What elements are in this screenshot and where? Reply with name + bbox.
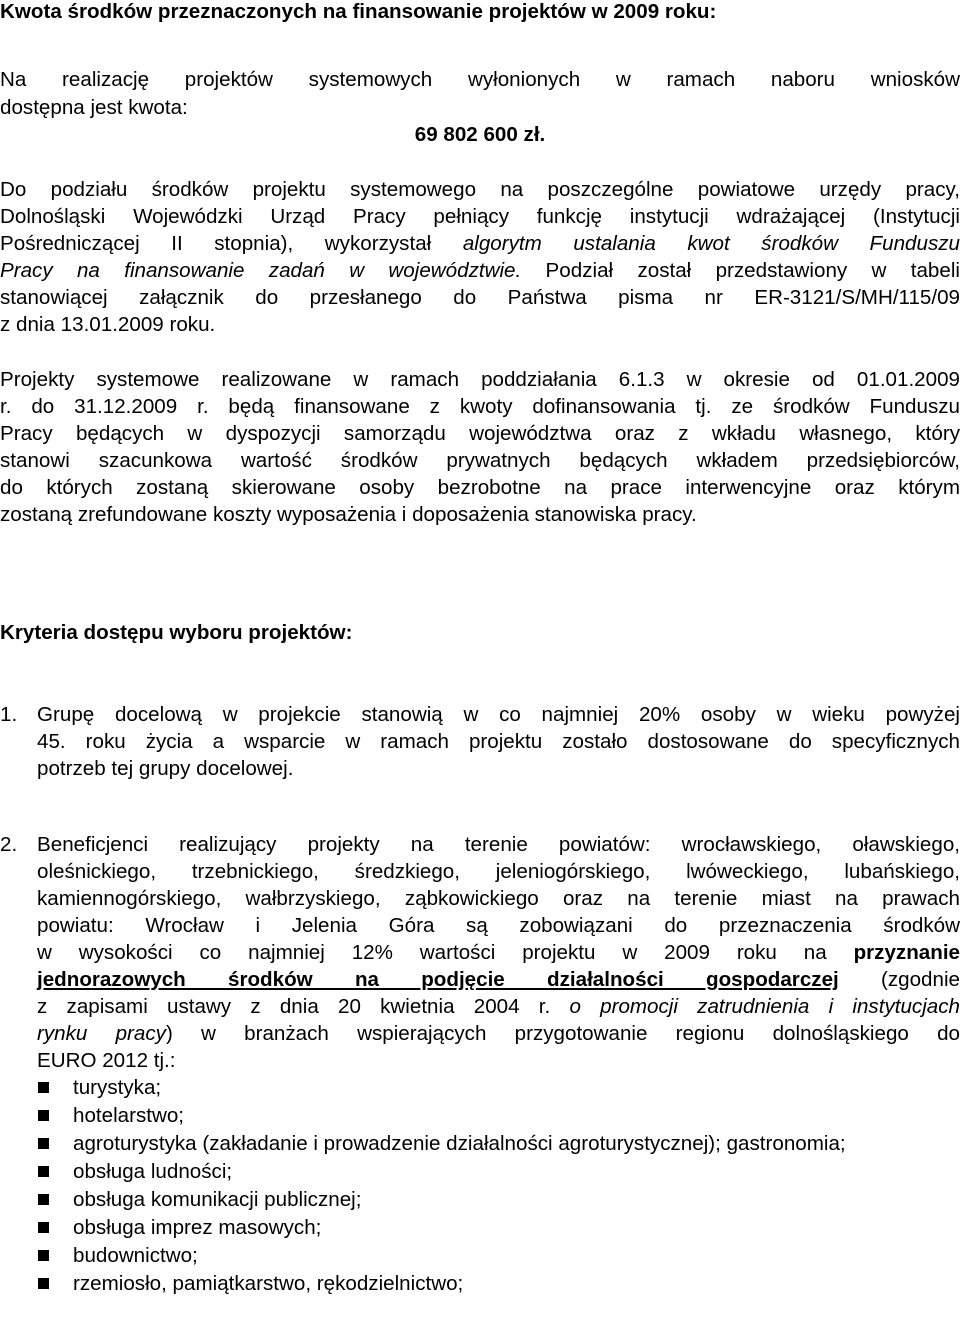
list-item: budownictwo;: [73, 1244, 198, 1267]
paragraph-line: Projekty systemowe realizowane w ramach poddziałania 6.1.3 w okresie od 01.01.2009: [0, 368, 960, 391]
section-heading: Kryteria dostępu wyboru projektów:: [0, 621, 353, 644]
intro-line: Na realizację projektów systemowych wyłonionych w ramach naboru wniosków: [0, 68, 960, 91]
italic-span: rynku pracy: [37, 1022, 166, 1045]
criterion-line: [37, 966, 960, 994]
text-span: Podział został przedstawiony w tabeli: [521, 259, 960, 282]
italic-span: o promocji zatrudnienia i instytucjach: [569, 995, 960, 1018]
page-title: Kwota środków przeznaczonych na finansowanie projektów w 2009 roku:: [0, 0, 717, 23]
italic-span: Pracy na finansowanie zadań w województwie.: [0, 259, 522, 282]
criterion-line: Grupę docelową w projekcie stanowią w co najmniej 20% osoby w wieku powyżej: [37, 703, 960, 726]
list-item: obsługa ludności;: [73, 1160, 233, 1183]
intro-line: dostępna jest kwota:: [0, 96, 188, 119]
text-span: Pośredniczącej II stopnia), wykorzystał: [0, 232, 463, 255]
text-span: (zgodnie: [838, 968, 960, 991]
text-span: ) w branżach wspierających przygotowanie regionu dolnośląskiego do: [165, 1022, 960, 1045]
paragraph-line: do których zostaną skierowane osoby bezrobotne na prace interwencyjne oraz którym: [0, 476, 960, 499]
bold-underlined-span: jednorazowych środków na podjęcie działalności gospodarczej: [37, 968, 839, 991]
paragraph-line: [0, 230, 960, 258]
list-number: 1.: [0, 703, 18, 726]
list-item: turystyka;: [73, 1076, 162, 1099]
text-span: w wysokości co najmniej 12% wartości projektu w 2009 roku na: [37, 941, 854, 964]
paragraph-line: z dnia 13.01.2009 roku.: [0, 313, 216, 336]
bullet-square-icon: [38, 1138, 49, 1149]
bullet-square-icon: [38, 1250, 49, 1261]
criterion-line: [37, 939, 960, 967]
criterion-line: powiatu: Wrocław i Jelenia Góra są zobowiązani do przeznaczenia środków: [37, 914, 960, 937]
paragraph-line: r. do 31.12.2009 r. będą finansowane z kwoty dofinansowania tj. ze środków Funduszu: [0, 395, 960, 418]
bullet-square-icon: [38, 1278, 49, 1289]
bullet-square-icon: [38, 1194, 49, 1205]
criterion-line: oleśnickiego, trzebnickiego, średzkiego, jeleniogórskiego, lwóweckiego, lubańskiego,: [37, 860, 960, 883]
list-item: obsługa imprez masowych;: [73, 1216, 322, 1239]
criterion-line: kamiennogórskiego, wałbrzyskiego, ząbkowickiego oraz na terenie miast na prawach: [37, 887, 960, 910]
italic-span: algorytm ustalania kwot środków Funduszu: [462, 232, 960, 255]
list-item: obsługa komunikacji publicznej;: [73, 1188, 362, 1211]
text-span: z zapisami ustawy z dnia 20 kwietnia 2004 r.: [37, 995, 570, 1018]
criterion-line: [37, 993, 960, 1021]
list-item: rzemiosło, pamiątkarstwo, rękodzielnictwo;: [73, 1272, 464, 1295]
criterion-line: EURO 2012 tj.:: [37, 1049, 176, 1072]
paragraph-line: Dolnośląski Wojewódzki Urząd Pracy pełniący funkcję instytucji wdrażającej (Instytucji: [0, 205, 960, 228]
criterion-line: 45. roku życia a wsparcie w ramach projektu zostało dostosowane do specyficznych: [37, 730, 960, 753]
paragraph-line: stanowiącej załącznik do przesłanego do Państwa pisma nr ER-3121/S/MH/115/09: [0, 286, 960, 309]
paragraph-line: Pracy będących w dyspozycji samorządu województwa oraz z wkładu własnego, który: [0, 422, 960, 445]
list-number: 2.: [0, 833, 18, 856]
bullet-square-icon: [38, 1110, 49, 1121]
paragraph-line: [0, 257, 960, 285]
list-item: hotelarstwo;: [73, 1104, 185, 1127]
paragraph-line: stanowi szacunkowa wartość środków prywatnych będących wkładem przedsiębiorców,: [0, 449, 960, 472]
bullet-square-icon: [38, 1082, 49, 1093]
paragraph-line: zostaną zrefundowane koszty wyposażenia i doposażenia stanowiska pracy.: [0, 503, 697, 526]
funding-amount: 69 802 600 zł.: [414, 123, 546, 146]
list-item: agroturystyka (zakładanie i prowadzenie działalności agroturystycznej); gastronomia;: [73, 1132, 846, 1155]
bullet-square-icon: [38, 1166, 49, 1177]
criterion-line: Beneficjenci realizujący projekty na terenie powiatów: wrocławskiego, oławskiego,: [37, 833, 960, 856]
paragraph-line: Do podziału środków projektu systemowego na poszczególne powiatowe urzędy pracy,: [0, 178, 960, 201]
bullet-square-icon: [38, 1222, 49, 1233]
bold-span: przyznanie: [853, 941, 960, 964]
criterion-line: [37, 1020, 960, 1048]
criterion-line: potrzeb tej grupy docelowej.: [37, 757, 294, 780]
